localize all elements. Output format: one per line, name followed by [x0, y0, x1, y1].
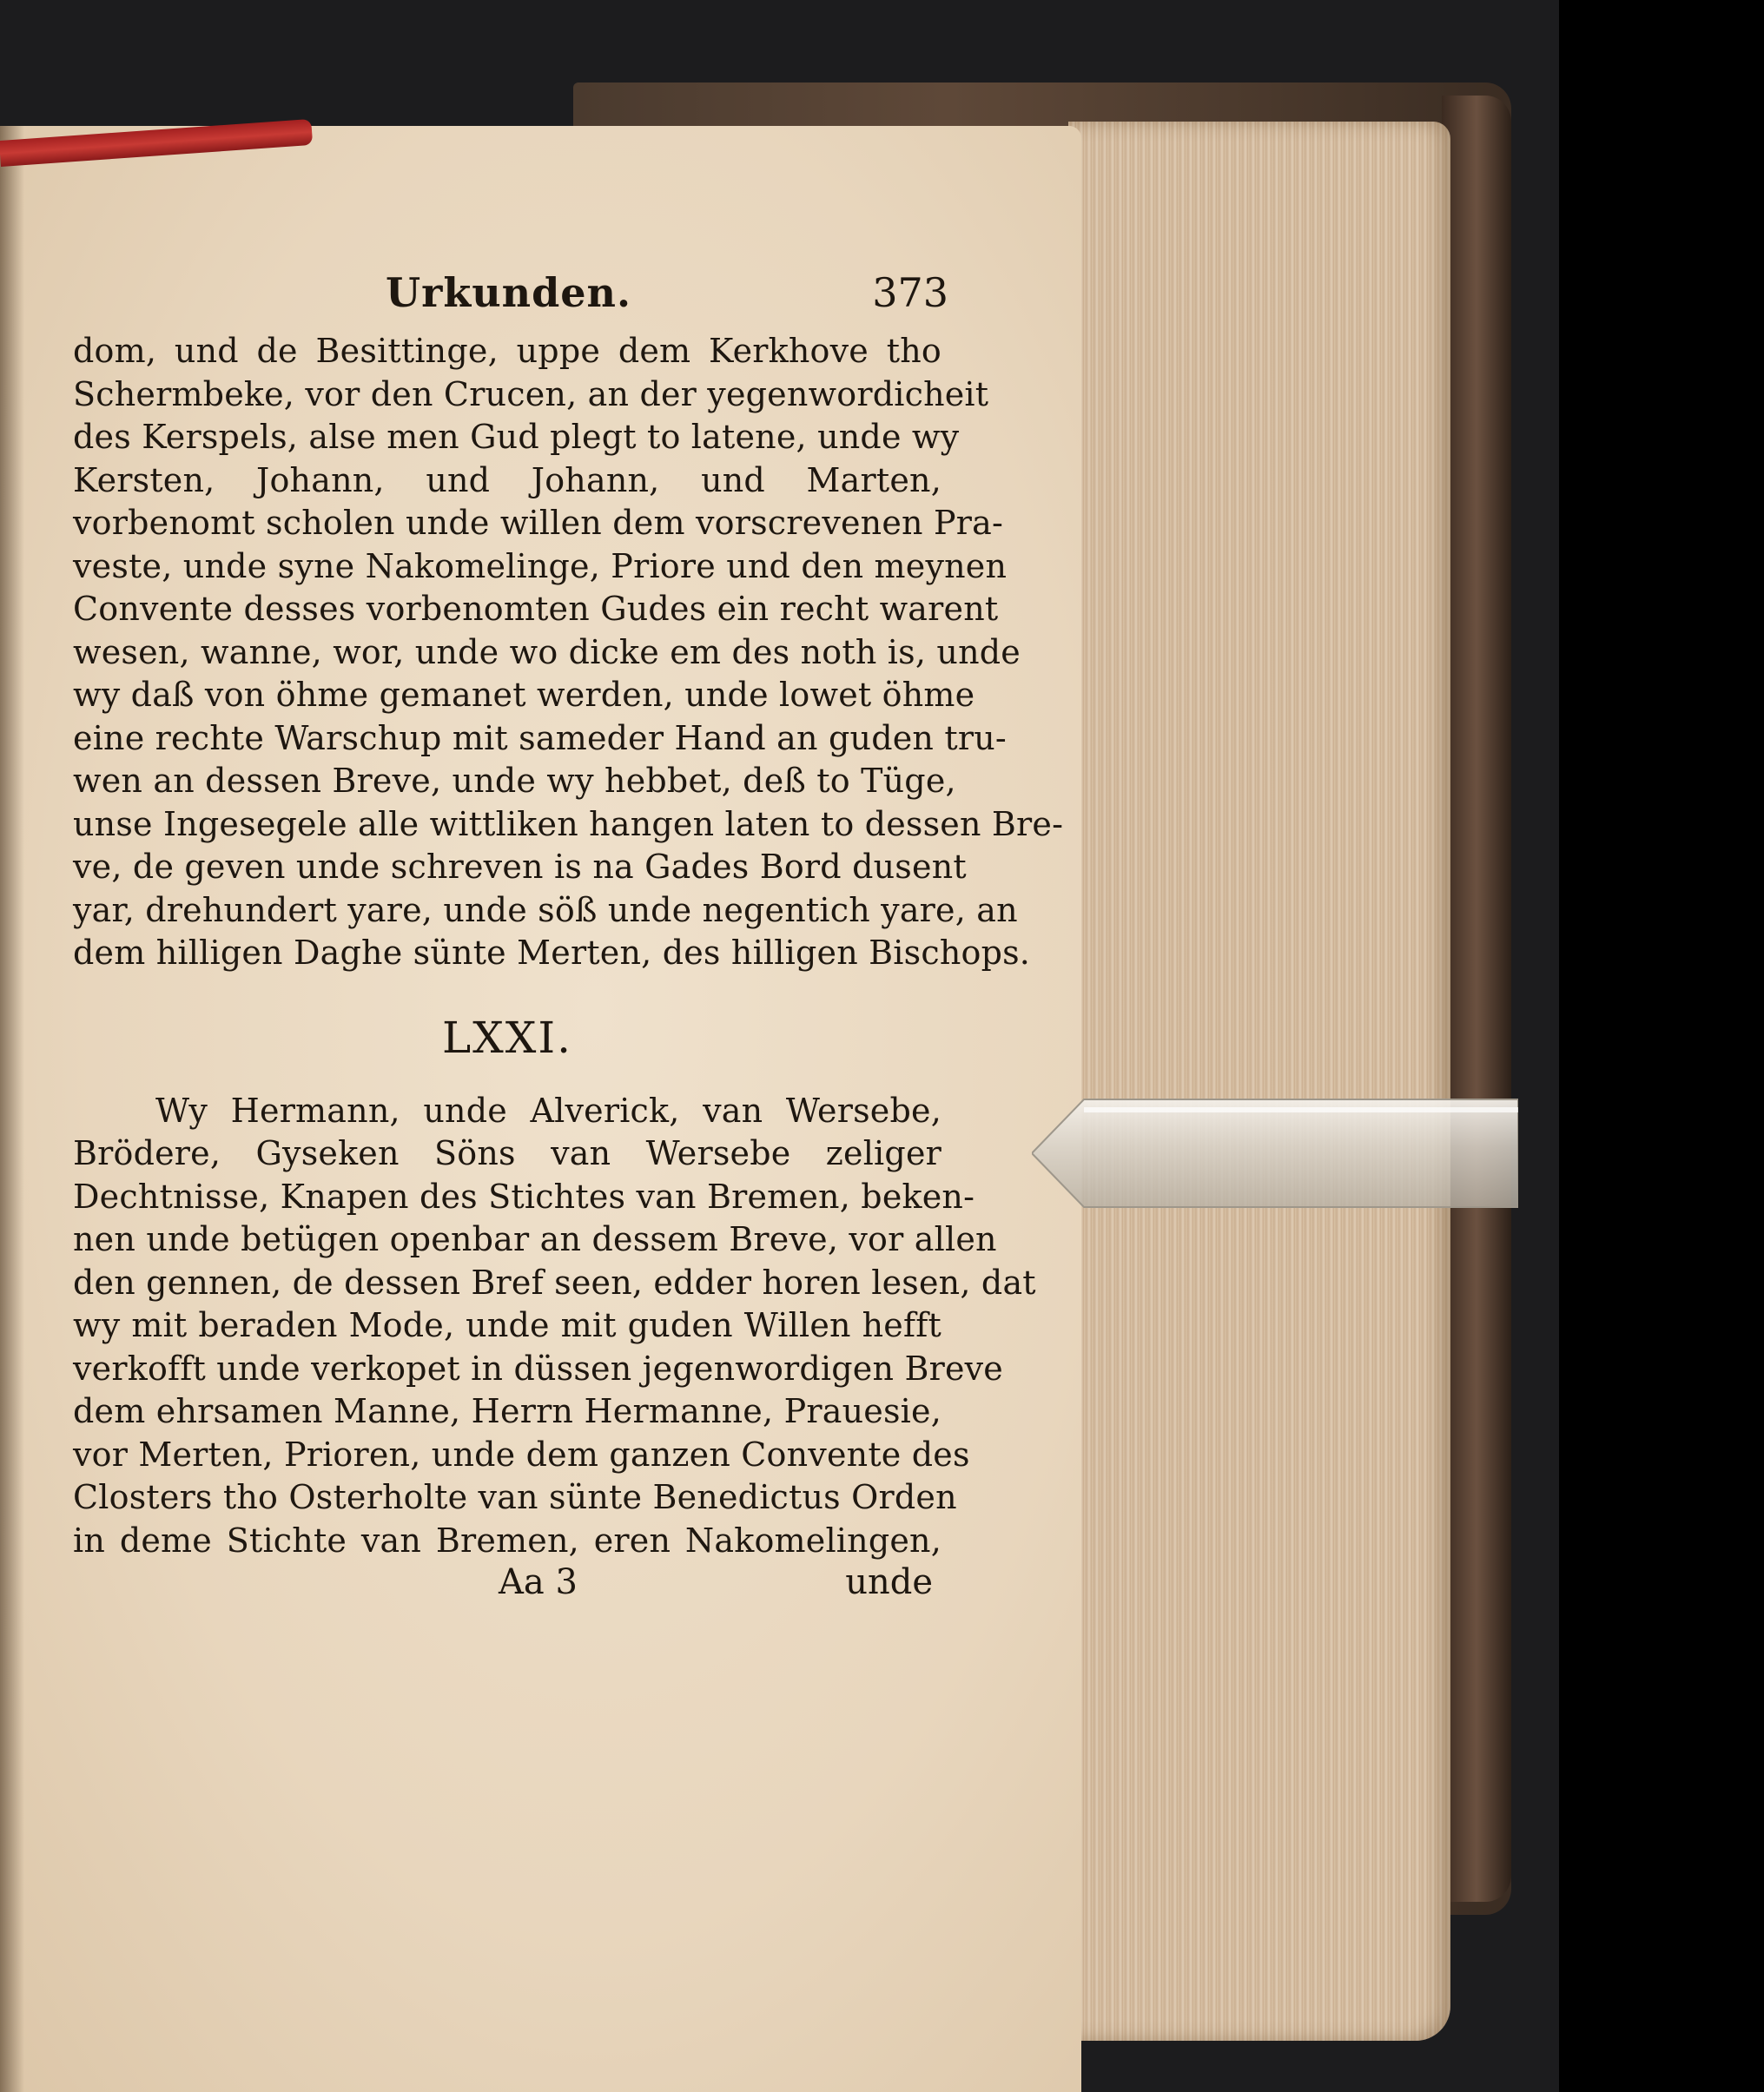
text-line: wen an dessen Breve, unde wy hebbet, deß to Tüge,: [73, 762, 956, 800]
marker-shape: [1032, 1092, 1518, 1214]
text-line: Brödere, Gyseken Söns van Wersebe zeliger: [73, 1134, 941, 1172]
running-head: [73, 261, 948, 330]
page-footer: [73, 1562, 941, 1614]
text-line: ve, de geven unde schreven is na Gades Bord dusent: [73, 848, 967, 886]
text-line: den gennen, de dessen Bref seen, edder horen lesen, dat: [73, 1263, 1036, 1302]
text-line: unse Ingesegele alle wittliken hangen laten to dessen Bre-: [73, 804, 1064, 843]
text-line: Closters tho Osterholte van sünte Benedictus Orden: [73, 1478, 957, 1516]
dark-background: [1559, 0, 1764, 2092]
text-line: dom, und de Besittinge, uppe dem Kerkhove tho: [73, 332, 941, 370]
text-line: wy daß von öhme gemanet werden, unde lowet öhme: [73, 676, 975, 714]
text-line: Wy Hermann, unde Alverick, van Wersebe,: [155, 1091, 941, 1130]
text-line: Kersten, Johann, und Johann, und Marten,: [73, 460, 941, 499]
text-line: vor Merten, Prioren, unde dem ganzen Convente des: [73, 1435, 970, 1474]
text-line: Schermbeke, vor den Crucen, an der yegenwordicheit: [73, 374, 989, 413]
book-cover-edge: [1442, 96, 1511, 1902]
page-number: 373: [872, 269, 948, 316]
catchword: unde: [845, 1562, 933, 1602]
gutter-shadow: [0, 126, 24, 2092]
text-line: yar, drehundert yare, unde söß unde negentich yare, an: [73, 890, 1018, 929]
text-line: eine rechte Warschup mit sameder Hand an guden tru-: [73, 718, 1007, 757]
paragraph: [73, 330, 1064, 975]
text-line: veste, unde syne Nakomelinge, Priore und den meynen: [73, 546, 1008, 585]
clear-page-marker: [1032, 1092, 1518, 1214]
text-line: verkofft unde verkopet in düssen jegenwordigen Breve: [73, 1349, 1003, 1388]
page-text: [73, 261, 1064, 1614]
text-line: Dechtnisse, Knapen des Stichtes van Bremen, beken-: [73, 1177, 975, 1216]
text-line: dem hilligen Daghe sünte Merten, des hilligen Bischops.: [73, 934, 1031, 972]
text-line: in deme Stichte van Bremen, eren Nakomelingen,: [73, 1521, 941, 1560]
text-line: Convente desses vorbenomten Gudes ein recht warent: [73, 590, 999, 628]
section-heading: LXXI.: [441, 1012, 573, 1063]
text-line: wesen, wanne, wor, unde wo dicke em des noth is, unde: [73, 632, 1021, 671]
text-line: dem ehrsamen Manne, Herrn Hermanne, Prauesie,: [73, 1392, 941, 1430]
text-line: des Kerspels, alse men Gud plegt to latene, unde wy: [73, 418, 960, 456]
text-line: nen unde betügen openbar an dessem Breve, vor allen: [73, 1220, 997, 1258]
paragraph: [73, 1090, 1036, 1563]
page-block-edges: [1068, 122, 1450, 2041]
running-head-title: Urkunden.: [386, 269, 632, 316]
signature-mark: Aa 3: [499, 1562, 578, 1602]
text-line: vorbenomt scholen unde willen dem vorscrevenen Pra-: [73, 504, 1004, 542]
text-line: wy mit beraden Mode, unde mit guden Willen hefft: [73, 1306, 941, 1344]
